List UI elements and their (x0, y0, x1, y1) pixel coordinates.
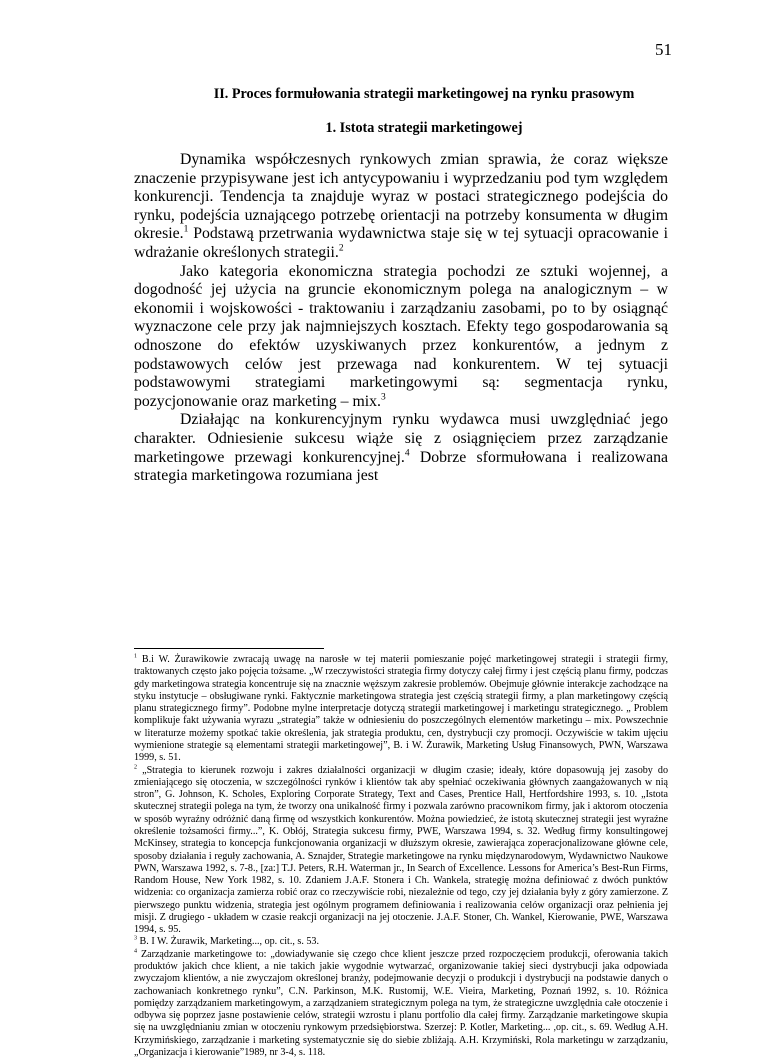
page-number: 51 (655, 40, 672, 59)
section-heading: 1. Istota strategii marketingowej (325, 120, 523, 136)
footnote-number: 4 (134, 948, 138, 955)
footnote-number: 1 (134, 653, 138, 660)
footnote-text: „Strategia to kierunek rozwoju i zakres działalności organizacji w długim czasie; ideały, które dopasowują jej zasoby do zmieniającego się otoczenia, w szczególności rynków i klientów tak aby spełniać oczekiwania głównych zaangażowanych w nią stron”, G. Johnson, K. Scholes, Exploring Corporate Strategy, Text and Cases, Prentice Hall, Hertfordshire 1993, s. 10. „Istota skutecznej strategii polega na tym, że tworzy ona unikalność firmy i pozwala zarówno pracownikom firmy, jak i aktorom otoczenia w sposób wyraźny odróżnić daną firmę od wszystkich konkurentów. Można powiedzieć, że istotą skutecznej strategii jest wyraźne określenie tożsamości firmy...”, K. Obłój, Strategia sukcesu firmy, PWE, Warszawa 1994, s. 32. Według firmy konsultingowej McKinsey, strategia to koncepcja funkcjonowania organizacji w dłuższym okresie, zawierająca zoperacjonalizowane główne cele, sposoby działania i reguły zachowania, A. Sznajder, Strategie marketingowe na rynku międzynarodowym, Wydawnictwo Naukowe PWN, Warszawa 1992, s. 7-8., [za:] T.J. Peters, R.H. Waterman jr., In Search of Excellence. Lessons for America’s Best-Run Firms, Random House, New York 1982, s. 10. Zdaniem J.A.F. Stonera i Ch. Wankela, strategię można definiować z dwóch punktów widzenia: co organizacja zamierza robić oraz co rzeczywiście robi, niezależnie od tego, czy jej działania były z góry zamierzone. Z pierwszego punktu widzenia, strategia jest ogólnym programem definiowania i realizowania celów organizacji oraz pełnienia jej misji. Z drugiego - układem w czasie reakcji organizacji na jej otoczenie. J.A.F. Stoner, Ch. Wankel, Kierowanie, PWE, Warszawa 1994, s. 95. (134, 764, 668, 936)
paragraph-2 (134, 263, 668, 412)
footnote-4 (134, 949, 668, 1059)
footnote-number: 2 (134, 764, 138, 771)
body-text (134, 151, 668, 486)
footnote-text: B. I W. Żurawik, Marketing..., op. cit., s. 53. (137, 936, 319, 948)
paragraph-1 (134, 151, 668, 263)
footnote-text: Zarządzanie marketingowe to: „dowiadywanie się czego chce klient jeszcze przed rozpoczęciem produkcji, oferowania takich produktów jakich chce klient, a nie takich jakie wygodnie wytwarzać, organizowanie takiej sieci dystrybucji jaka odpowiada zwyczajom klientów, a nie zwyczajom określonej branży, podejmowanie decyzji o produkcji i dystrybucji na podstawie danych o zachowaniach konkretnego rynku”, C.N. Parkinson, M.K. Rustomij, W.E. Vieira, Marketing, Poznań 1992, s. 10. Różnica pomiędzy zarządzaniem marketingowym, a zarządzaniem strategicznym polega na tym, że strategiczne uwzględnia całe otoczenie i odbywa się poprzez jasne postawienie celów, strategii wzrostu i planu portfolio dla całej firmy. Zarządzanie marketingowe skupia się na uwzględnianiu zmian w otoczeniu rynkowym przedsiębiorstwa. Szerzej: P. Kotler, Marketing... ,op. cit., s. 69. Według A.H. Krzymińskiego, zarządzanie i marketing systematycznie się do siebie zbliżają. A.H. Krzymiński, Rola marketingu w zarządzaniu, „Organizacja i kierowanie”1989, nr 3-4, s. 118. (134, 948, 668, 1058)
footnote-2 (134, 765, 668, 937)
paragraph-text: Dobrze sformułowana i realizowana strategia marketingowa rozumiana jest (134, 448, 669, 485)
footnote-separator (134, 648, 324, 649)
footnote-3 (134, 936, 668, 948)
paragraph-text: Podstawą przetrwania wydawnictwa staje się w tej sytuacji opracowanie i wdrażanie określonych strategii. (134, 225, 668, 261)
footnote-ref: 2 (338, 243, 344, 254)
footnotes (134, 654, 668, 1059)
footnote-text: B.i W. Żurawikowie zwracają uwagę na narosłe w tej materii pomieszanie pojęć marketingowej strategii i strategii firmy, traktowanych często jako pojęcia tożsame. „W rzeczywistości strategia firmy dotyczy całej firmy i jest częścią planu firmy, podczas gdy marketingowa strategia koncentruje się na znacznie węższym zakresie problemów. Obejmuje głównie interakcje zachodzące na styku instytucje – obsługiwane rynki. Faktycznie marketingowa strategia jest częścią strategii firmy, a plan marketingowy częścią planu strategicznego firmy”. Podobne mylne interpretacje dotyczą strategii marketingowej i marketingu strategicznego. „ Problem komplikuje fakt używania wyrazu „strategia” także w odniesieniu do poszczególnych elementów marketingu – mix. Powszechnie w literaturze możemy spotkać takie określenia, jak strategia produktu, cen, dystrybucji czy promocji. Oczywiście w takim ujęciu wymienione strategie są elementami strategii marketingowej”, B. i W. Żurawik, Marketing Usług Finansowych, PWN, Warszawa 1999, s. 51. (134, 654, 668, 764)
footnote-ref: 3 (380, 392, 386, 403)
chapter-heading: II. Proces formułowania strategii marketingowej na rynku prasowym (213, 86, 635, 102)
footnote-ref: 4 (404, 448, 410, 459)
paragraph-text: Dynamika współczesnych rynkowych zmian sprawia, że coraz większe znaczenie przypisywane jest ich antycypowaniu i wyprzedzaniu pod tym względem konkurencji. Tendencja ta znajduje wyraz w postaci strategicznego podejścia do rynku, podejścia uznającego potrzebę orientacji na potrzeby konsumenta w długim okresie. (134, 151, 668, 243)
paragraph-text: Działając na konkurencyjnym rynku wydawca musi uwzględniać jego charakter. Odniesienie sukcesu wiąże się z osiągnięciem przez zarządzanie marketingowe przewagi konkurencyjnej. (134, 411, 668, 466)
footnote-number: 3 (134, 936, 138, 943)
paragraph-3 (134, 411, 668, 485)
footnote-ref: 1 (183, 225, 189, 236)
footnote-1 (134, 654, 668, 765)
paragraph-text: Jako kategoria ekonomiczna strategia pochodzi ze sztuki wojennej, a dogodność jej użycia na gruncie ekonomicznym polega na analogicznym – w ekonomii i wojskowości - traktowaniu i zarządzaniu zasobami, po to by osiągnąć wyznaczone cele przy jak najmniejszych kosztach. Efekty tego gospodarowania są odnoszone do efektów uzyskiwanych przez konkurentów, a jednym z podstawowych celów jest przewaga nad konkurentem. W tej sytuacji podstawowymi strategiami marketingowymi są: segmentacja rynku, pozycjonowanie oraz marketing – mix. (134, 262, 668, 410)
